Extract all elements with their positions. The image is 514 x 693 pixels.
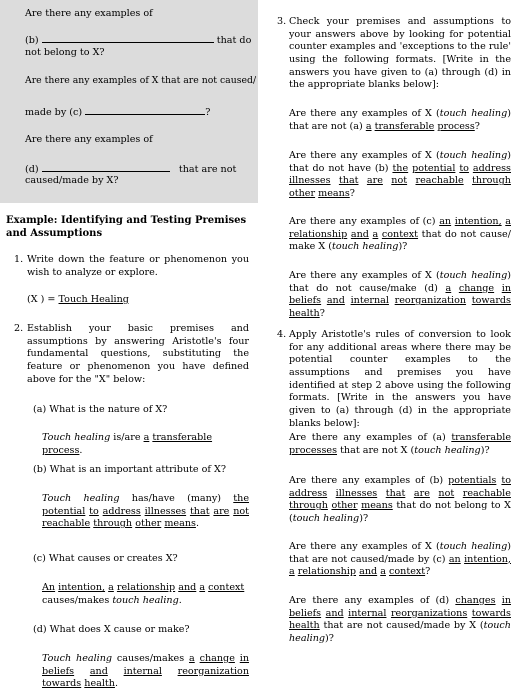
underlined-word: potential	[412, 162, 456, 174]
underlined-word: context	[381, 228, 419, 240]
conversion-c	[289, 541, 511, 579]
question-b: (b) What is an important attribute of X?	[33, 464, 226, 475]
underlined-word: that	[338, 175, 359, 187]
conversion-d-subject: touch healing	[289, 620, 511, 644]
answer-c-words	[42, 582, 244, 593]
underlined-word: health	[289, 307, 320, 319]
answer-c	[42, 582, 252, 607]
x-definition-prefix: (X ) =	[27, 294, 59, 305]
step-2-text: Establish your basic premises and assumptions by answering Aristotle's four fundamental questions, substituting the feature or phenomenon you have defined above for the "X" below:	[27, 323, 249, 385]
answer-b-end: .	[195, 518, 199, 530]
underlined-word: reachable	[415, 175, 464, 187]
gray-q-b-line1: Are there any examples of	[25, 8, 153, 19]
underlined-word: not	[391, 175, 408, 187]
check-b-subject: touch healing	[439, 150, 508, 161]
conversion-c-pre: Are there any examples of X (	[289, 541, 440, 552]
answer-blank-c	[85, 105, 205, 115]
underlined-word: a	[380, 566, 386, 578]
underlined-word: changes	[455, 595, 496, 606]
underlined-word: reachable	[462, 487, 511, 499]
underlined-word: reorganizations	[390, 607, 468, 619]
check-d-pre: Are there any examples of X (	[289, 270, 440, 281]
answer-c-tail: causes/makes	[42, 594, 113, 606]
underlined-word: internal	[348, 607, 387, 619]
underlined-word: change	[199, 653, 235, 664]
underlined-word: a	[505, 216, 511, 227]
answer-d-mid: causes/makes	[112, 653, 190, 664]
underlined-word: other	[331, 500, 358, 512]
underlined-word: beliefs	[289, 607, 322, 619]
underlined-word: and	[326, 295, 345, 307]
conversion-a	[289, 432, 511, 457]
gray-q-d-line3: caused/made by X?	[25, 175, 119, 186]
underlined-word: and	[89, 665, 108, 677]
answer-d-subject: Touch healing	[42, 653, 113, 664]
underlined-word: the	[392, 162, 409, 174]
underlined-word: a	[108, 582, 114, 593]
underlined-word: reorganization	[177, 665, 249, 677]
gray-q-b-suffix: that do	[216, 35, 252, 46]
underlined-word: internal	[350, 295, 389, 307]
underlined-word: and	[178, 582, 197, 593]
answer-b-subject: Touch healing	[42, 493, 120, 504]
underlined-word: reorganization	[394, 295, 467, 307]
conversion-d-mid: that are not caused/made by X (	[319, 620, 484, 632]
conversion-a-end: )?	[480, 444, 490, 456]
conversion-b	[289, 475, 511, 526]
underlined-word: processes	[289, 444, 338, 456]
check-c-end: )?	[398, 241, 408, 253]
gray-q-c-line1: Are there any examples of X that are not caused/	[25, 75, 257, 86]
conversion-a-pre: Are there any examples of (a)	[289, 432, 452, 443]
underlined-word: beliefs	[42, 665, 75, 677]
underlined-word: internal	[123, 665, 162, 677]
underlined-word: other	[289, 187, 316, 199]
answer-a	[42, 432, 252, 457]
step-4-text: Apply Aristotle's rules of conversion to look for any additional areas where there may be potential counter examples to the assumptions and premises you have identified at step 2 above using the following formats. [Write in the answers you have given to (a) through (d) in the appropriate blanks below]:	[289, 329, 511, 429]
underlined-word: that	[385, 487, 406, 499]
underlined-word: illnesses	[335, 487, 378, 499]
check-d-mid: ) that do not cause/make (d)	[289, 270, 511, 294]
underlined-word: are	[366, 175, 383, 187]
underlined-word: relationship	[289, 228, 348, 240]
underlined-word: are	[413, 487, 430, 499]
underlined-word: intention,	[464, 553, 511, 565]
underlined-word: process	[437, 120, 475, 132]
answer-a-word: a	[143, 432, 150, 443]
question-c: (c) What causes or creates X?	[33, 553, 178, 564]
answer-b-mid: has/have (many)	[119, 493, 234, 504]
step-3-text: Check your premises and assumptions to your answers above by looking for potential counter examples and 'exceptions to the rule' using the following formats. [Write in the answers you have given to (a) through (d) in the appropriate blanks below]:	[289, 16, 511, 91]
gray-q-d-prefix: (d)	[25, 164, 39, 175]
conversion-d	[289, 595, 511, 646]
underlined-word: a	[199, 582, 206, 593]
conversion-c-mid: ) that are not caused/made by (c)	[289, 541, 511, 565]
underlined-word: means	[164, 518, 196, 530]
underlined-word: transferable	[451, 432, 511, 443]
check-c	[289, 216, 511, 254]
check-b	[289, 150, 511, 201]
answer-a-subject: Touch healing	[42, 432, 111, 443]
underlined-word: address	[472, 162, 511, 174]
underlined-word: an	[448, 553, 461, 565]
conversion-b-end: )?	[359, 512, 369, 524]
underlined-word: potentials	[448, 475, 497, 486]
question-d: (d) What does X cause or make?	[33, 624, 190, 635]
underlined-word: that	[189, 505, 210, 517]
underlined-word: not	[438, 487, 455, 499]
underlined-word: context	[208, 582, 245, 593]
underlined-word: context	[389, 566, 426, 578]
underlined-word: towards	[471, 295, 511, 307]
underlined-word: other	[135, 518, 162, 530]
answer-a-end: .	[79, 444, 83, 456]
answer-a-word: transferable	[152, 432, 213, 443]
step-1-number: 1.	[14, 254, 24, 265]
underlined-word: relationship	[116, 582, 176, 593]
underlined-word: and	[325, 607, 344, 619]
step-3-number: 3.	[277, 16, 287, 27]
check-a-mid: ) that are not (a)	[289, 108, 511, 132]
underlined-word: address	[102, 505, 141, 517]
underlined-word: and	[359, 566, 378, 578]
underlined-word: means	[361, 500, 393, 512]
underlined-word: transferable	[374, 120, 435, 132]
underlined-word: to	[501, 475, 511, 486]
step-4-number: 4.	[277, 329, 287, 340]
underlined-word: a	[372, 228, 379, 240]
gray-q-b-line2	[25, 33, 251, 48]
underlined-word: through	[93, 518, 133, 530]
check-d-end: ?	[319, 307, 325, 319]
underlined-word: health	[289, 620, 320, 632]
answer-blank-d	[42, 162, 170, 172]
step-1-x-definition	[27, 294, 129, 307]
conversion-a-mid: that are not X (	[337, 444, 415, 456]
underlined-word: a	[189, 653, 195, 664]
check-a-words	[366, 121, 475, 132]
gray-q-d-line1: Are there any examples of	[25, 134, 153, 145]
answer-a-mid: is/are	[110, 432, 144, 443]
check-a-pre: Are there any examples of X (	[289, 108, 440, 119]
check-c-pre: Are there any examples of (c)	[289, 216, 440, 227]
underlined-word: the	[233, 493, 249, 504]
conversion-c-subject: touch healing	[439, 541, 508, 552]
check-d	[289, 270, 511, 321]
underlined-word: illnesses	[144, 505, 187, 517]
underlined-word: reachable	[42, 518, 91, 530]
check-b-pre: Are there any examples of X (	[289, 150, 440, 161]
question-a: (a) What is the nature of X?	[33, 404, 168, 415]
underlined-word: in	[501, 282, 511, 294]
gray-q-c-line2	[25, 105, 210, 120]
underlined-word: beliefs	[289, 295, 322, 307]
answer-d	[42, 653, 249, 691]
conversion-b-pre: Are there any examples of (b)	[289, 475, 449, 486]
underlined-word: and	[350, 228, 369, 240]
underlined-word: are	[213, 505, 230, 517]
underlined-word: through	[289, 500, 328, 512]
gray-q-c-prefix: made by (c)	[25, 107, 83, 118]
underlined-word: means	[318, 187, 350, 199]
x-definition-value: Touch Healing	[58, 294, 129, 305]
underlined-word: in	[501, 595, 511, 606]
conversion-b-mid: that do not belong to X (	[289, 500, 511, 524]
conversion-d-pre: Are there any examples of (d)	[289, 595, 456, 606]
underlined-word: health	[84, 678, 115, 690]
gray-q-b-prefix: (b)	[25, 35, 39, 46]
check-c-mid: that do not cause/ make X (	[289, 228, 511, 253]
answer-b	[42, 493, 249, 531]
underlined-word: an	[439, 216, 452, 227]
check-a-subject: touch healing	[439, 108, 508, 119]
underlined-word: to	[89, 505, 99, 517]
check-d-subject: touch healing	[439, 270, 508, 281]
answer-blank-b	[42, 33, 214, 43]
underlined-word: illnesses	[289, 175, 331, 187]
gray-q-d-suffix: that are not	[178, 164, 237, 175]
underlined-word: intention,	[454, 216, 502, 227]
example-heading: Example: Identifying and Testing Premises and Assumptions	[6, 215, 247, 239]
step-2-number: 2.	[14, 323, 24, 334]
underlined-word: change	[458, 282, 495, 294]
conversion-b-subject: touch healing	[292, 512, 360, 524]
underlined-word: through	[472, 175, 511, 187]
gray-q-b-line3: not belong to X?	[25, 47, 105, 58]
check-b-mid: ) that do not have (b)	[289, 150, 511, 174]
conversion-a-subject: touch healing	[414, 444, 481, 456]
step-1-text: Write down the feature or phenomenon you wish to analyze or explore.	[27, 254, 249, 278]
underlined-word: a	[365, 120, 372, 132]
conversion-c-end: ?	[425, 566, 431, 578]
underlined-word: relationship	[297, 566, 357, 578]
gray-q-c-suffix: ?	[205, 107, 211, 118]
underlined-word: towards	[471, 607, 511, 619]
answer-d-end: .	[114, 678, 119, 690]
check-a-end: ?	[474, 120, 480, 132]
check-a	[289, 108, 511, 133]
underlined-word: a	[445, 282, 452, 294]
underlined-word: An	[42, 582, 56, 593]
underlined-word: in	[239, 653, 249, 664]
underlined-word: address	[289, 487, 328, 499]
answer-a-word: process	[42, 444, 80, 456]
check-b-end: ?	[349, 187, 355, 199]
underlined-word: to	[459, 162, 469, 174]
underlined-word: not	[233, 505, 249, 517]
underlined-word: potential	[42, 505, 86, 517]
underlined-word: a	[289, 566, 295, 578]
answer-c-end: .	[178, 594, 182, 606]
check-c-subject: touch healing	[331, 241, 399, 253]
underlined-word: towards	[42, 678, 82, 690]
answer-c-subject: touch healing	[112, 594, 179, 606]
underlined-word: intention,	[58, 582, 106, 593]
conversion-d-end: )?	[325, 632, 334, 644]
